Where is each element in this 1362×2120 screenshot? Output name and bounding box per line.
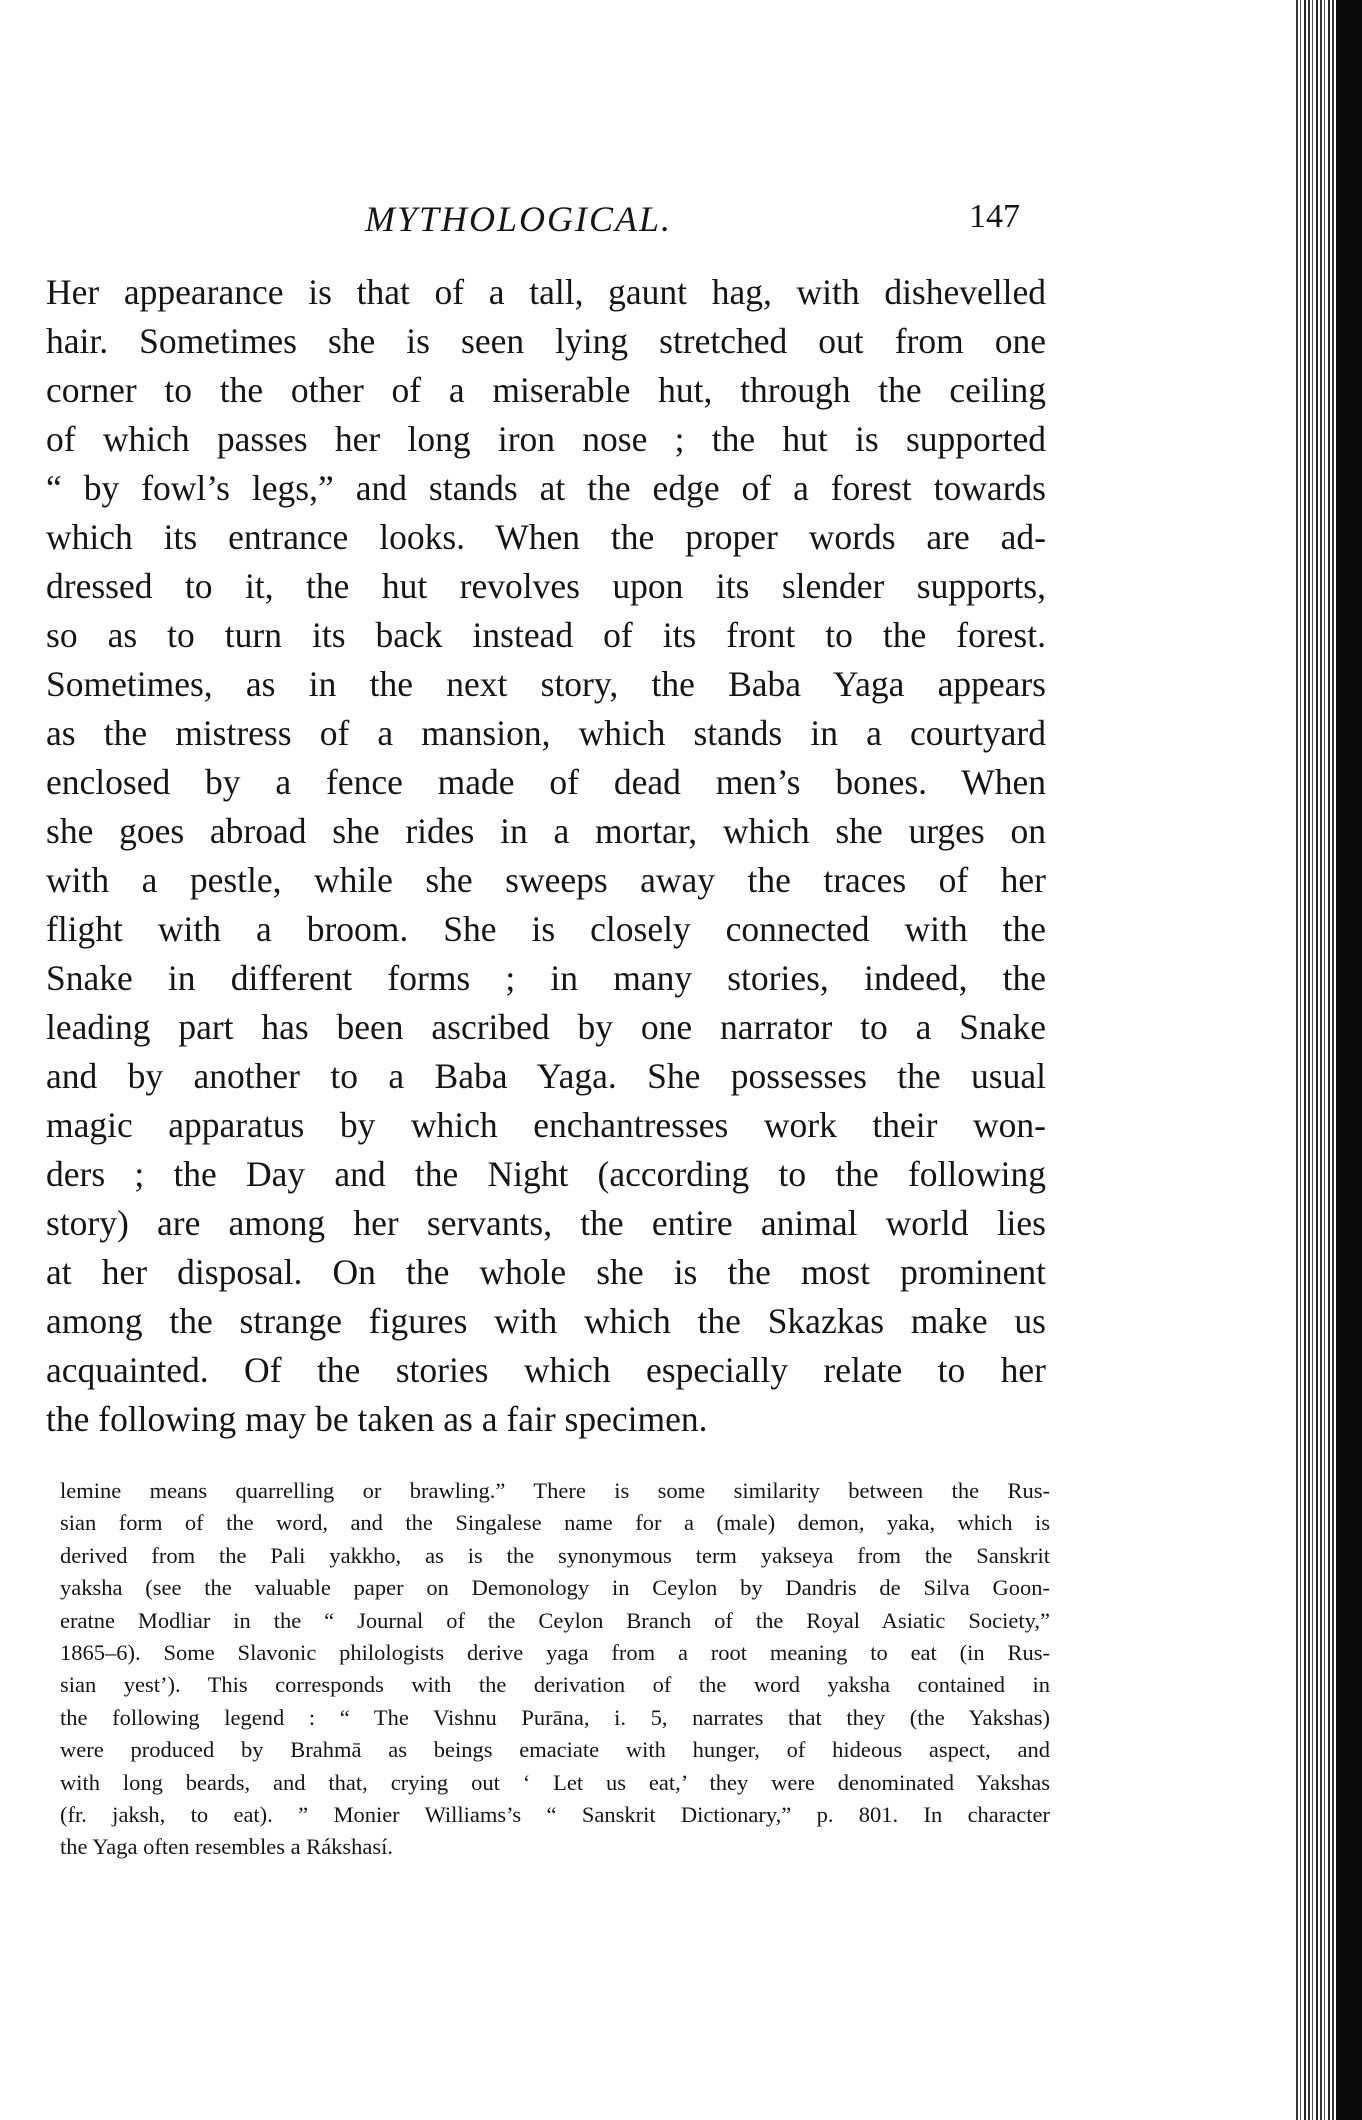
footnote-block — [60, 1475, 1050, 1864]
body-line: Her appearance is that of a tall, gaunt hag, with dishevelled — [46, 272, 1046, 312]
body-line: which its entrance looks. When the proper words are ad- — [46, 517, 1046, 557]
body-line: leading part has been ascribed by one narrator to a Snake — [46, 1007, 1046, 1047]
footnote-line: eratne Modliar in the “ Journal of the Ceylon Branch of the Royal Asiatic Society,” — [60, 1607, 1050, 1633]
body-line: and by another to a Baba Yaga. She possesses the usual — [46, 1056, 1046, 1096]
body-line: dressed to it, the hut revolves upon its slender supports, — [46, 566, 1046, 606]
footnote-line: sian form of the word, and the Singalese name for a (male) demon, yaka, which is — [60, 1510, 1050, 1536]
footnote-line: yaksha (see the valuable paper on Demonology in Ceylon by Dandris de Silva Goon- — [60, 1575, 1050, 1601]
footnote-line: the Yaga often resembles a Rákshasí. — [60, 1834, 394, 1860]
body-line: of which passes her long iron nose ; the hut is supported — [46, 419, 1046, 459]
body-line: she goes abroad she rides in a mortar, which she urges on — [46, 811, 1046, 851]
footnote-line: derived from the Pali yakkho, as is the synonymous term yakseya from the Sanskrit — [60, 1542, 1050, 1568]
footnote-line: were produced by Brahmā as beings emaciate with hunger, of hideous aspect, and — [60, 1737, 1050, 1763]
body-line: as the mistress of a mansion, which stands in a courtyard — [46, 713, 1046, 753]
book-gutter-shadow — [1336, 0, 1362, 2120]
body-line: enclosed by a fence made of dead men’s bones. When — [46, 762, 1046, 802]
body-line: corner to the other of a miserable hut, through the ceiling — [46, 370, 1046, 410]
body-line: with a pestle, while she sweeps away the traces of her — [46, 860, 1046, 900]
body-line: “ by fowl’s legs,” and stands at the edge of a forest towards — [46, 468, 1046, 508]
body-line: among the strange figures with which the Skazkas make us — [46, 1301, 1046, 1341]
body-line: flight with a broom. She is closely connected with the — [46, 909, 1046, 949]
body-line: ders ; the Day and the Night (according to the following — [46, 1154, 1046, 1194]
running-title: MYTHOLOGICAL. — [365, 199, 673, 239]
running-head — [360, 198, 1020, 248]
footnote-line: lemine means quarrelling or brawling.” There is some similarity between the Rus- — [60, 1478, 1050, 1503]
page-number: 147 — [969, 198, 1020, 235]
footnote-line: 1865–6). Some Slavonic philologists derive yaga from a root meaning to eat (in Rus- — [60, 1639, 1050, 1665]
body-paragraph — [46, 268, 1046, 1444]
footnote-line: with long beards, and that, crying out ‘ Let us eat,’ they were denominated Yakshas — [60, 1769, 1050, 1795]
body-line: magic apparatus by which enchantresses work their won- — [46, 1105, 1046, 1145]
body-line: Snake in different forms ; in many stories, indeed, the — [46, 958, 1046, 998]
footnote-line: the following legend : “ The Vishnu Purāna, i. 5, narrates that they (the Yakshas) — [60, 1704, 1050, 1730]
footnote-line: (fr. jaksh, to eat). ” Monier Williams’s “ Sanskrit Dictionary,” p. 801. In character — [60, 1801, 1050, 1827]
body-line: hair. Sometimes she is seen lying stretched out from one — [46, 321, 1046, 361]
body-line: at her disposal. On the whole she is the most prominent — [46, 1252, 1046, 1292]
body-line: the following may be taken as a fair specimen. — [46, 1399, 708, 1439]
body-line: so as to turn its back instead of its front to the forest. — [46, 615, 1046, 655]
body-line: story) are among her servants, the entire animal world lies — [46, 1203, 1046, 1243]
body-line: Sometimes, as in the next story, the Baba Yaga appears — [46, 664, 1046, 704]
footnote-line: sian yest’). This corresponds with the derivation of the word yaksha contained in — [60, 1672, 1050, 1698]
body-line: acquainted. Of the stories which especially relate to her — [46, 1350, 1046, 1390]
